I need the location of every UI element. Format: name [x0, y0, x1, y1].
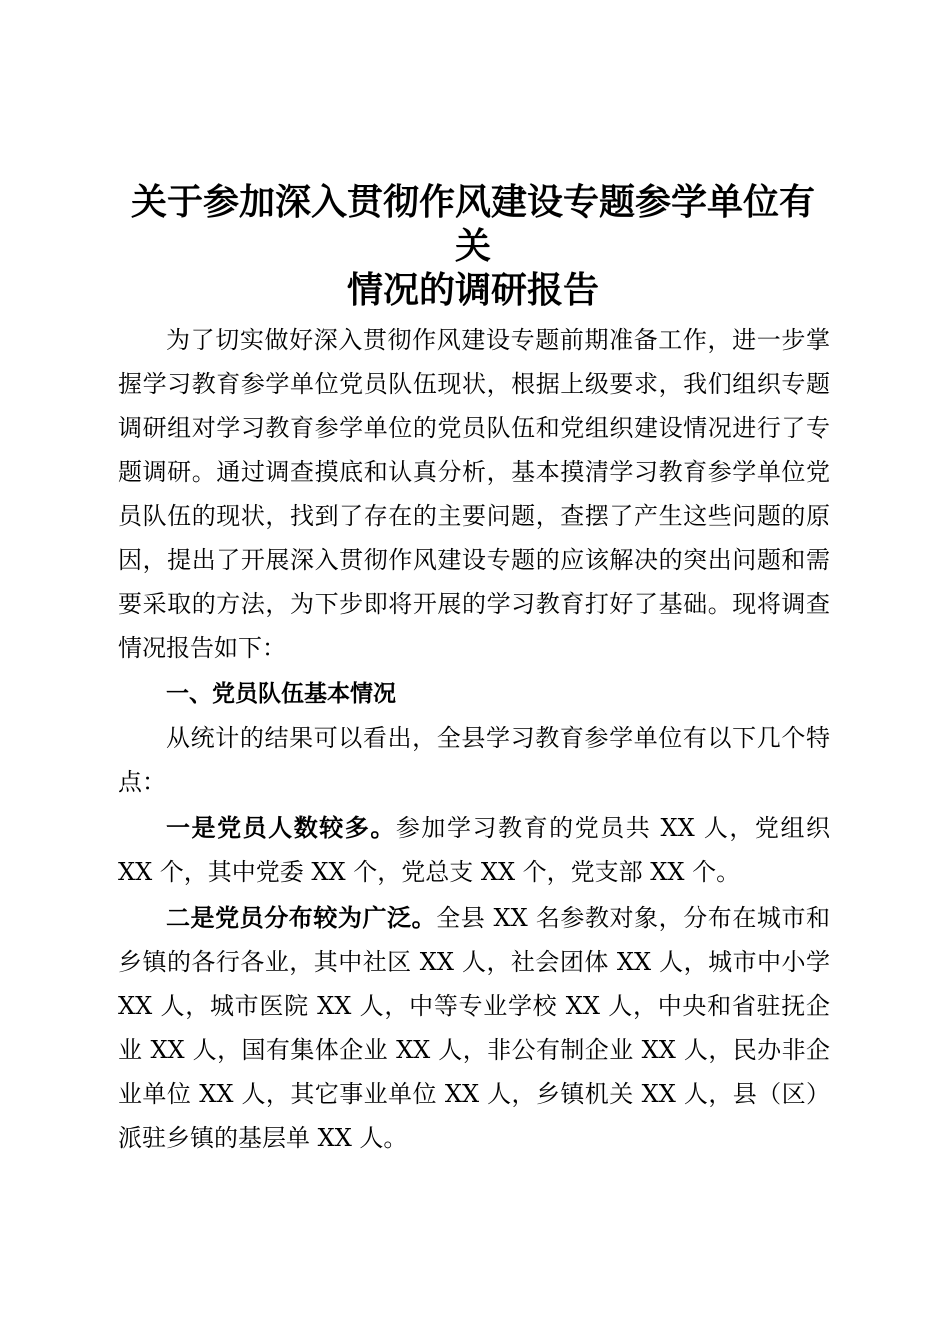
point-2-text: 全县 XX 名参教对象，分布在城市和乡镇的各行各业，其中社区 XX 人，社会团体 XX 人，城市中小学 XX 人，城市医院 XX 人，中等专业学校 XX 人，中央和省驻抚企业 XX 人，国有集体企业 XX 人，非公有制企业 XX 人，民办非企业单位 XX 人，其它事业单位 XX 人，乡镇机关 XX 人，县（区）派驻乡镇的基层单 XX 人。 [118, 904, 831, 1152]
title-line-1: 关于参加深入贯彻作风建设专题参学单位有关 [130, 181, 815, 267]
point-1-paragraph [118, 806, 830, 894]
document-title [118, 180, 828, 312]
title-line-2: 情况的调研报告 [346, 269, 599, 311]
section-intro-paragraph: 从统计的结果可以看出，全县学习教育参学单位有以下几个特点： [118, 724, 830, 796]
document-body [118, 318, 830, 1160]
point-2-lead: 二是党员分布较为广泛。 [166, 903, 437, 932]
point-1-text: 参加学习教育的党员共 XX 人，党组织 XX 个，其中党委 XX 个，党总支 XX 个，党支部 XX 个。 [118, 814, 830, 886]
section-heading-1: 一、党员队伍基本情况 [166, 681, 396, 707]
intro-paragraph: 为了切实做好深入贯彻作风建设专题前期准备工作，进一步掌握学习教育参学单位党员队伍现状，根据上级要求，我们组织专题调研组对学习教育参学单位的党员队伍和党组织建设情况进行了专题调研。通过调查摸底和认真分析，基本摸清学习教育参学单位党员队伍的现状，找到了存在的主要问题，查摆了产生这些问题的原因，提出了开展深入贯彻作风建设专题的应该解决的突出问题和需要采取的方法，为下步即将开展的学习教育打好了基础。现将调查情况报告如下： [118, 326, 830, 662]
point-2-paragraph [118, 896, 830, 1160]
point-1-lead: 一是党员人数较多。 [166, 813, 396, 842]
